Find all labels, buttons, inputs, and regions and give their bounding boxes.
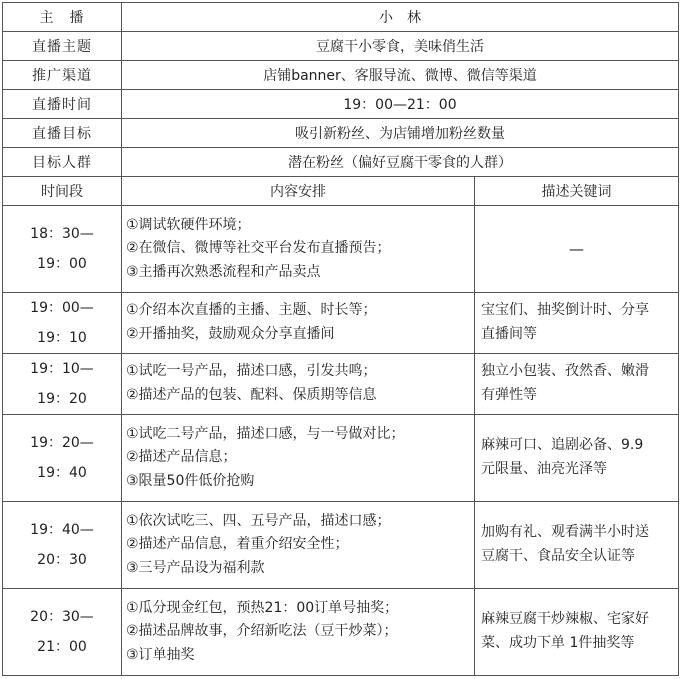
content-item: ①瓜分现金红包，预热21：00订单号抽奖； — [126, 599, 399, 616]
time-slot — [3, 415, 122, 502]
content-item: ①依次试吃三、四、五号产品，描述口感； — [126, 512, 391, 529]
content-item: ②在微信、微博等社交平台发布直播预告； — [126, 240, 391, 257]
content-item: ②描述产品信息，着重介绍安全性； — [126, 536, 349, 553]
info-value: 19：00—21：00 — [122, 90, 679, 119]
header-time: 时间段 — [3, 177, 122, 206]
time-end: 20：30 — [37, 552, 87, 568]
time-slot — [3, 354, 122, 415]
keyword-line: 麻辣可口、追剧必备、9.9 — [481, 437, 644, 454]
keywords-cell — [475, 293, 679, 354]
content-item: ③限量50件低价抢购 — [126, 472, 255, 489]
content-item: ②开播抽奖，鼓励观众分享直播间 — [126, 326, 335, 342]
keyword-line: 元限量、油亮光泽等 — [481, 461, 607, 477]
keywords-cell — [475, 415, 679, 502]
info-row-audience — [3, 148, 679, 177]
time-slot — [3, 589, 122, 676]
keyword-line: 有弹性等 — [481, 387, 537, 403]
time-end: 19：40 — [37, 465, 87, 481]
time-start: 20：30— — [30, 609, 94, 625]
content-item: ②描述品牌故事，介绍新吃法（豆干炒菜）； — [126, 623, 398, 640]
content-cell — [122, 415, 475, 502]
content-cell — [122, 354, 475, 415]
time-end: 19：20 — [37, 391, 87, 407]
keyword-line: 麻辣豆腐干炒辣椒、宅家好 — [481, 611, 649, 628]
info-value: 小 林 — [122, 3, 679, 32]
keyword-line: 独立小包装、孜然香、嫩滑 — [481, 363, 649, 380]
time-start: 19：00— — [30, 300, 94, 316]
keywords-cell — [475, 589, 679, 676]
content-cell — [122, 502, 475, 589]
time-slot — [3, 206, 122, 293]
keyword-line: 豆腐干、食品安全认证等 — [481, 548, 635, 564]
time-end: 19：10 — [37, 330, 87, 346]
content-item: ①调试软硬件环境； — [126, 216, 251, 233]
keywords-cell — [475, 502, 679, 589]
schedule-row — [3, 589, 679, 676]
info-label: 直播时间 — [3, 90, 122, 119]
keyword-line: 宝宝们、抽奖倒计时、分享 — [481, 302, 649, 319]
content-cell — [122, 206, 475, 293]
info-label: 主 播 — [3, 3, 122, 32]
time-slot — [3, 293, 122, 354]
schedule-row — [3, 502, 679, 589]
content-item: ①介绍本次直播的主播、主题、时长等； — [126, 302, 377, 319]
time-start: 19：10— — [30, 361, 94, 377]
info-row-time — [3, 90, 679, 119]
time-start: 19：20— — [30, 435, 94, 451]
schedule-row — [3, 206, 679, 293]
live-stream-plan-table — [2, 2, 679, 676]
time-start: 19：40— — [30, 522, 94, 538]
content-cell — [122, 589, 475, 676]
info-label: 直播目标 — [3, 119, 122, 148]
info-label: 推广渠道 — [3, 61, 122, 90]
time-start: 18：30— — [30, 226, 94, 242]
info-value: 店铺banner、客服导流、微博、微信等渠道 — [122, 61, 679, 90]
header-keywords: 描述关键词 — [475, 177, 679, 206]
content-item: ①试吃一号产品，描述口感，引发共鸣； — [126, 363, 377, 380]
content-item: ①试吃二号产品，描述口感，与一号做对比； — [126, 425, 405, 442]
content-cell — [122, 293, 475, 354]
keyword-line: 加购有礼、观看满半小时送 — [481, 524, 649, 541]
info-value: 豆腐干小零食，美味俏生活 — [122, 32, 679, 61]
content-item: ③主播再次熟悉流程和产品卖点 — [126, 263, 321, 280]
schedule-header-row — [3, 177, 679, 206]
info-row-host — [3, 3, 679, 32]
content-item: ③订单抽奖 — [126, 646, 195, 663]
keywords-cell — [475, 354, 679, 415]
time-slot — [3, 502, 122, 589]
schedule-row — [3, 354, 679, 415]
info-row-theme — [3, 32, 679, 61]
info-row-goal — [3, 119, 679, 148]
info-label: 直播主题 — [3, 32, 122, 61]
content-item: ③三号产品设为福利款 — [126, 559, 265, 576]
time-end: 21：00 — [37, 639, 87, 655]
header-content: 内容安排 — [122, 177, 475, 206]
schedule-row — [3, 415, 679, 502]
keyword-line: 直播间等 — [481, 326, 537, 342]
schedule-row — [3, 293, 679, 354]
info-value: 吸引新粉丝、为店铺增加粉丝数量 — [122, 119, 679, 148]
info-value: 潜在粉丝（偏好豆腐干零食的人群） — [122, 148, 679, 177]
keywords-cell — [475, 206, 679, 293]
keyword-dash: — — [569, 240, 584, 258]
keyword-line: 菜、成功下单 1件抽奖等 — [481, 635, 635, 651]
time-end: 19：00 — [37, 256, 87, 272]
info-row-channels — [3, 61, 679, 90]
content-item: ②描述产品的包装、配料、保质期等信息 — [126, 387, 377, 403]
info-label: 目标人群 — [3, 148, 122, 177]
content-item: ②描述产品信息； — [126, 449, 237, 466]
